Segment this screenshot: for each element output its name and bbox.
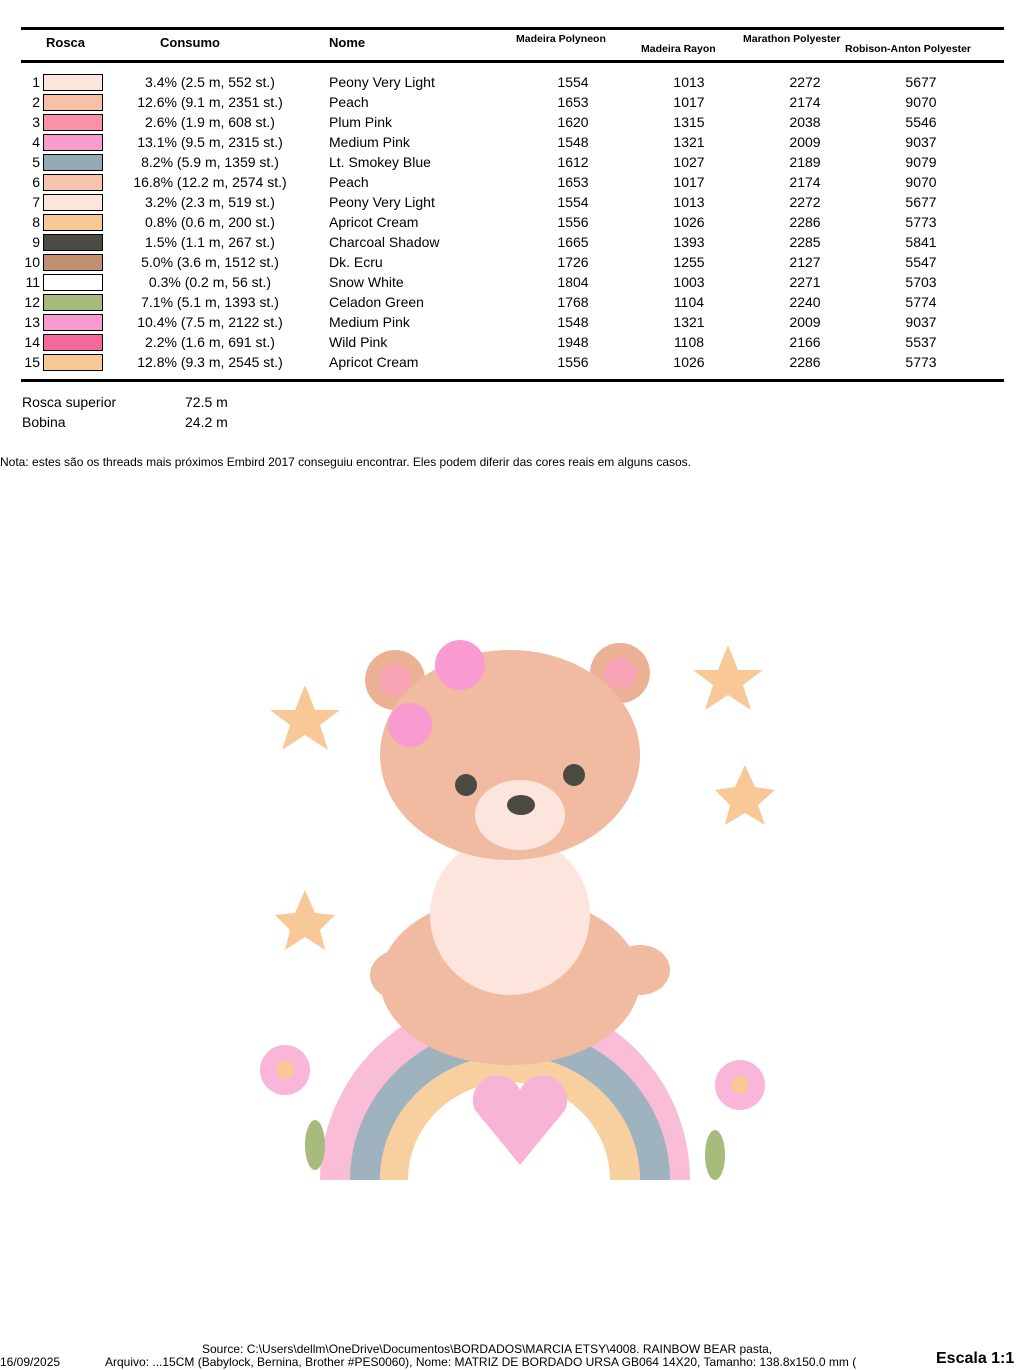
madeira-polyneon-code: 1556 (557, 214, 589, 230)
madeira-rayon-code: 1321 (673, 134, 705, 150)
table-row (0, 152, 1024, 172)
madeira-rayon-code: 1321 (673, 314, 705, 330)
row-number: 4 (32, 134, 40, 150)
consumption: 1.5% (1.1 m, 267 st.) (145, 234, 275, 250)
thread-name: Peach (329, 94, 369, 110)
color-swatch (43, 74, 103, 91)
top-thread-label: Rosca superior (22, 394, 117, 410)
madeira-polyneon-code: 1948 (557, 334, 589, 350)
consumption: 12.6% (9.1 m, 2351 st.) (137, 94, 283, 110)
madeira-polyneon-code: 1653 (557, 174, 589, 190)
consumption: 13.1% (9.5 m, 2315 st.) (137, 134, 283, 150)
thread-name: Medium Pink (329, 314, 410, 330)
madeira-polyneon-code: 1620 (557, 114, 589, 130)
thread-name: Lt. Smokey Blue (329, 154, 431, 170)
color-swatch (43, 134, 103, 151)
robison-code: 5677 (905, 74, 937, 90)
header-rosca: Rosca (46, 35, 86, 50)
note-text: Nota: estes são os threads mais próximos Embird 2017 conseguiu encontrar. Eles podem diferir das cores reais em alguns casos. (0, 455, 692, 469)
madeira-polyneon-code: 1612 (557, 154, 589, 170)
color-swatch (43, 94, 103, 111)
row-number: 1 (32, 74, 40, 90)
robison-code: 9037 (905, 314, 937, 330)
header-consumo: Consumo (160, 35, 220, 50)
madeira-polyneon-code: 1548 (557, 134, 589, 150)
color-swatch (43, 214, 103, 231)
color-swatch (43, 174, 103, 191)
marathon-code: 2009 (789, 314, 821, 330)
color-swatch (43, 114, 103, 131)
header-robison: Robison-Anton Polyester (845, 43, 972, 55)
robison-code: 9070 (905, 174, 937, 190)
robison-code: 5537 (905, 334, 937, 350)
thread-name: Apricot Cream (329, 354, 419, 370)
marathon-code: 2174 (789, 174, 821, 190)
footer-date: 16/09/2025 (0, 1355, 61, 1369)
consumption: 16.8% (12.2 m, 2574 st.) (133, 174, 287, 190)
consumption: 2.6% (1.9 m, 608 st.) (145, 114, 275, 130)
consumption: 3.2% (2.3 m, 519 st.) (145, 194, 275, 210)
bobbin-value: 24.2 m (185, 414, 228, 430)
madeira-rayon-code: 1013 (673, 74, 705, 90)
header-marathon: Marathon Polyester (743, 33, 841, 45)
heart-icon (473, 1075, 567, 1165)
table-row (0, 332, 1024, 352)
robison-code: 5547 (905, 254, 937, 270)
table-row (0, 252, 1024, 272)
header-madeira-rayon: Madeira Rayon (641, 43, 716, 55)
table-row (0, 352, 1024, 372)
marathon-code: 2272 (789, 194, 821, 210)
row-number: 6 (32, 174, 40, 190)
color-swatch (43, 294, 103, 311)
row-number: 7 (32, 194, 40, 210)
madeira-rayon-code: 1026 (673, 354, 705, 370)
thread-name: Charcoal Shadow (329, 234, 440, 250)
marathon-code: 2285 (789, 234, 821, 250)
consumption: 0.3% (0.2 m, 56 st.) (148, 274, 272, 290)
table-row (0, 92, 1024, 112)
madeira-rayon-code: 1104 (673, 294, 705, 310)
table-bottom-rule (21, 379, 1004, 382)
row-number: 11 (25, 274, 40, 290)
consumption: 12.8% (9.3 m, 2545 st.) (137, 354, 283, 370)
madeira-rayon-code: 1315 (673, 114, 705, 130)
row-number: 2 (32, 94, 40, 110)
madeira-polyneon-code: 1548 (557, 314, 589, 330)
header-madeira-polyneon: Madeira Polyneon (516, 33, 606, 45)
footer-file: Arquivo: ...15CM (Babylock, Bernina, Brother #PES0060), Nome: MATRIZ DE BORDADO URSA GB064 14X20, Tamanho: 138.8x150.0 mm ( (105, 1355, 857, 1369)
thread-name: Plum Pink (329, 114, 393, 130)
color-swatch (43, 334, 103, 351)
robison-code: 9037 (905, 134, 937, 150)
robison-code: 5774 (905, 294, 937, 310)
marathon-code: 2174 (789, 94, 821, 110)
color-swatch (43, 354, 103, 371)
footer-scale: Escala 1:1 (936, 1350, 1015, 1367)
marathon-code: 2240 (789, 294, 821, 310)
madeira-polyneon-code: 1653 (557, 94, 589, 110)
marathon-code: 2038 (789, 114, 821, 130)
thread-name: Peony Very Light (329, 74, 435, 90)
table-row (0, 192, 1024, 212)
row-number: 10 (24, 254, 40, 270)
marathon-code: 2166 (789, 334, 821, 350)
thread-name: Medium Pink (329, 134, 410, 150)
table-row (0, 232, 1024, 252)
thread-name: Apricot Cream (329, 214, 419, 230)
color-swatch (43, 234, 103, 251)
header-bottom-rule (21, 60, 1004, 63)
robison-code: 5677 (905, 194, 937, 210)
table-row (0, 292, 1024, 312)
row-number: 15 (24, 354, 40, 370)
marathon-code: 2009 (789, 134, 821, 150)
color-swatch (43, 314, 103, 331)
row-number: 12 (24, 294, 40, 310)
madeira-rayon-code: 1013 (673, 194, 705, 210)
table-row (0, 132, 1024, 152)
madeira-rayon-code: 1255 (673, 254, 705, 270)
marathon-code: 2127 (789, 254, 821, 270)
madeira-rayon-code: 1026 (673, 214, 705, 230)
consumption: 10.4% (7.5 m, 2122 st.) (137, 314, 283, 330)
consumption: 0.8% (0.6 m, 200 st.) (145, 214, 275, 230)
robison-code: 5703 (905, 274, 937, 290)
consumption: 8.2% (5.9 m, 1359 st.) (141, 154, 279, 170)
table-row (0, 112, 1024, 132)
table-row (0, 72, 1024, 92)
table-top-rule (21, 27, 1004, 30)
thread-name: Snow White (329, 274, 404, 290)
marathon-code: 2271 (789, 274, 821, 290)
table-row (0, 172, 1024, 192)
madeira-rayon-code: 1003 (673, 274, 705, 290)
marathon-code: 2189 (789, 154, 821, 170)
thread-name: Peony Very Light (329, 194, 435, 210)
madeira-rayon-code: 1393 (673, 234, 705, 250)
table-row (0, 212, 1024, 232)
footer-source: Source: C:\Users\dellm\OneDrive\Documentos\BORDADOS\MARCIA ETSY\4008. RAINBOW BEAR pasta, (202, 1342, 773, 1356)
marathon-code: 2286 (789, 214, 821, 230)
robison-code: 9070 (905, 94, 937, 110)
row-number: 14 (24, 334, 40, 350)
table-row (0, 312, 1024, 332)
robison-code: 5841 (905, 234, 937, 250)
madeira-rayon-code: 1108 (673, 334, 705, 350)
madeira-polyneon-code: 1665 (557, 234, 589, 250)
robison-code: 9079 (905, 154, 937, 170)
bobbin-label: Bobina (22, 414, 66, 430)
marathon-code: 2272 (789, 74, 821, 90)
marathon-code: 2286 (789, 354, 821, 370)
madeira-polyneon-code: 1554 (557, 74, 589, 90)
row-number: 5 (32, 154, 40, 170)
color-swatch (43, 154, 103, 171)
thread-name: Wild Pink (329, 334, 388, 350)
embroidery-design-preview (230, 615, 790, 1195)
consumption: 3.4% (2.5 m, 552 st.) (145, 74, 275, 90)
madeira-polyneon-code: 1768 (557, 294, 589, 310)
madeira-polyneon-code: 1726 (557, 254, 589, 270)
robison-code: 5546 (905, 114, 937, 130)
consumption: 5.0% (3.6 m, 1512 st.) (141, 254, 279, 270)
madeira-rayon-code: 1017 (673, 94, 705, 110)
consumption: 7.1% (5.1 m, 1393 st.) (141, 294, 279, 310)
color-swatch (43, 194, 103, 211)
thread-name: Dk. Ecru (329, 254, 383, 270)
madeira-polyneon-code: 1804 (557, 274, 589, 290)
madeira-polyneon-code: 1554 (557, 194, 589, 210)
madeira-rayon-code: 1027 (673, 154, 705, 170)
thread-name: Peach (329, 174, 369, 190)
row-number: 8 (32, 214, 40, 230)
header-nome: Nome (329, 35, 366, 50)
madeira-rayon-code: 1017 (673, 174, 705, 190)
robison-code: 5773 (905, 354, 937, 370)
madeira-polyneon-code: 1556 (557, 354, 589, 370)
row-number: 9 (32, 234, 40, 250)
consumption: 2.2% (1.6 m, 691 st.) (145, 334, 275, 350)
row-number: 13 (24, 314, 40, 330)
top-thread-value: 72.5 m (185, 394, 228, 410)
thread-name: Celadon Green (329, 294, 424, 310)
color-swatch (43, 254, 103, 271)
color-swatch (43, 274, 103, 291)
robison-code: 5773 (905, 214, 937, 230)
row-number: 3 (32, 114, 40, 130)
table-row (0, 272, 1024, 292)
